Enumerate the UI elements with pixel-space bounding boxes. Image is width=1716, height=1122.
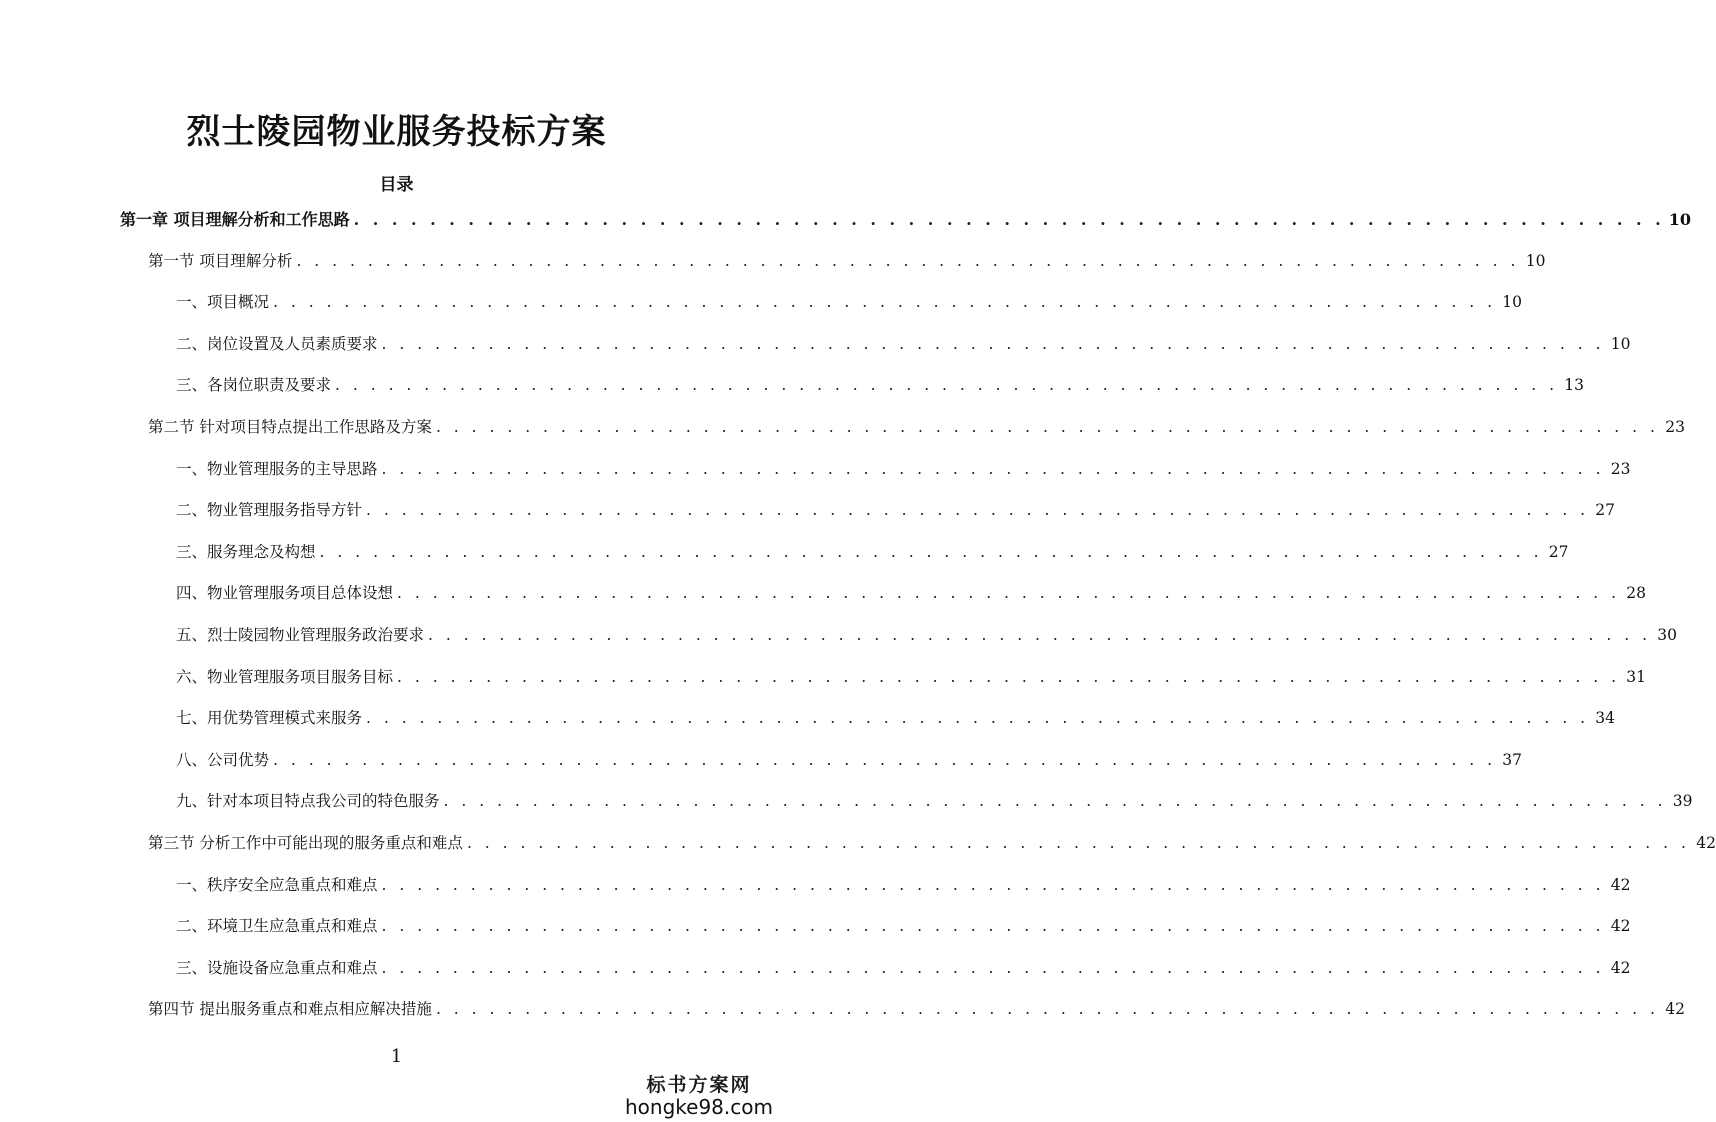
- toc-entry-label: 一、项目概况: [176, 293, 270, 312]
- toc-dot-leader: . . . . . . . . . . . . . . . . . . . . . . . . . . . . . . . . . . . . . . . . . . . . . . . . . . . . . . . . . . . . . . . . . . . . .: [435, 1000, 1659, 1019]
- toc-entry-label: 一、秩序安全应急重点和难点: [176, 875, 378, 894]
- toc-dot-leader: . . . . . . . . . . . . . . . . . . . . . . . . . . . . . . . . . . . . . . . . . . . . . . . . . . . . . . . . . . . . . . . . . . . . .: [443, 792, 1667, 811]
- toc-entry-label: 九、针对本项目特点我公司的特色服务: [176, 792, 440, 811]
- toc-entry-label: 二、物业管理服务指导方针: [176, 501, 363, 520]
- toc-entry-label: 第二节 针对项目特点提出工作思路及方案: [148, 418, 432, 436]
- toc-entry-page: 34: [1595, 709, 1616, 728]
- toc-entry-label: 三、服务理念及构想: [176, 542, 316, 561]
- toc-subsection-entry[interactable]: [176, 789, 1693, 813]
- toc-section-entry[interactable]: [148, 415, 1685, 439]
- toc-chapter-entry[interactable]: [120, 207, 1691, 231]
- toc-entry-label: 三、各岗位职责及要求: [176, 376, 332, 395]
- toc-dot-leader: . . . . . . . . . . . . . . . . . . . . . . . . . . . . . . . . . . . . . . . . . . . . . . . . . . . . . . . . . . . . . . . . . . . . .: [435, 418, 1659, 436]
- toc-heading: 目录: [379, 175, 414, 195]
- toc-entry-page: 30: [1657, 626, 1678, 644]
- toc-subsection-entry[interactable]: [176, 706, 1616, 730]
- toc-entry-label: 第三节 分析工作中可能出现的服务重点和难点: [148, 834, 463, 852]
- toc-subsection-entry[interactable]: [176, 956, 1631, 980]
- toc-entry-page: 10: [1502, 293, 1523, 312]
- toc-subsection-entry[interactable]: [176, 623, 1678, 647]
- watermark-brand: 标书方案网: [646, 1074, 752, 1096]
- toc-entry-label: 五、烈士陵园物业管理服务政治要求: [176, 626, 425, 644]
- toc-entry-page: 28: [1626, 584, 1647, 603]
- toc-section-entry[interactable]: [148, 249, 1546, 273]
- toc-subsection-entry[interactable]: [176, 498, 1616, 522]
- toc-entry-page: 27: [1548, 542, 1569, 561]
- document-title: 烈士陵园物业服务投标方案: [186, 112, 607, 152]
- toc-entry-page: 27: [1595, 501, 1616, 520]
- toc-dot-leader: . . . . . . . . . . . . . . . . . . . . . . . . . . . . . . . . . . . . . . . . . . . . . . . . . . . . . . . . . . . . . . . . . . . . .: [381, 334, 1605, 353]
- toc-entry-label: 二、环境卫生应急重点和难点: [176, 917, 378, 936]
- toc-dot-leader: . . . . . . . . . . . . . . . . . . . . . . . . . . . . . . . . . . . . . . . . . . . . . . . . . . . . . . . . . . . . . . . . . . . . .: [466, 834, 1690, 852]
- toc-subsection-entry[interactable]: [176, 457, 1631, 481]
- toc-entry-page: 10: [1610, 334, 1631, 353]
- toc-entry-label: 六、物业管理服务项目服务目标: [176, 667, 394, 686]
- toc-dot-leader: . . . . . . . . . . . . . . . . . . . . . . . . . . . . . . . . . . . . . . . . . . . . . . . . . . . . . . . . . . . . . . . . . . . . .: [381, 875, 1605, 894]
- toc-subsection-entry[interactable]: [176, 373, 1585, 397]
- toc-subsection-entry[interactable]: [176, 540, 1569, 564]
- toc-dot-leader: . . . . . . . . . . . . . . . . . . . . . . . . . . . . . . . . . . . . . . . . . . . . . . . . . . . . . . . . . . . . . . . . . . . . .: [397, 584, 1621, 603]
- toc-dot-leader: . . . . . . . . . . . . . . . . . . . . . . . . . . . . . . . . . . . . . . . . . . . . . . . . . . . . . . . . . . . . . . . . . . . . .: [397, 667, 1621, 686]
- toc-subsection-entry[interactable]: [176, 873, 1631, 897]
- toc-entry-page: 42: [1665, 1000, 1685, 1019]
- toc-entry-label: 第一章 项目理解分析和工作思路: [120, 210, 350, 229]
- toc-entry-page: 42: [1610, 958, 1631, 977]
- toc-entry-page: 23: [1610, 459, 1631, 478]
- toc-dot-leader: . . . . . . . . . . . . . . . . . . . . . . . . . . . . . . . . . . . . . . . . . . . . . . . . . . . . . . . . . . . . . . . . . . . . .: [381, 958, 1605, 977]
- toc-entry-page: 42: [1696, 834, 1716, 852]
- toc-entry-page: 13: [1564, 376, 1585, 395]
- toc-entry-label: 第四节 提出服务重点和难点相应解决措施: [148, 1000, 432, 1019]
- toc-entry-page: 10: [1668, 210, 1691, 229]
- toc-subsection-entry[interactable]: [176, 581, 1647, 605]
- toc-dot-leader: . . . . . . . . . . . . . . . . . . . . . . . . . . . . . . . . . . . . . . . . . . . . . . . . . . . . . . . . . . . . . . . . . . . . .: [366, 709, 1590, 728]
- toc-subsection-entry[interactable]: [176, 914, 1631, 938]
- toc-entry-page: 42: [1610, 917, 1631, 936]
- toc-dot-leader: . . . . . . . . . . . . . . . . . . . . . . . . . . . . . . . . . . . . . . . . . . . . . . . . . . . . . . . . . . . . . . . . . . . . .: [381, 459, 1605, 478]
- toc-entry-label: 四、物业管理服务项目总体设想: [176, 584, 394, 603]
- toc-section-entry[interactable]: [148, 997, 1685, 1021]
- watermark-url: hongke98.com: [625, 1095, 773, 1119]
- toc-dot-leader: . . . . . . . . . . . . . . . . . . . . . . . . . . . . . . . . . . . . . . . . . . . . . . . . . . . . . . . . . . . . . . . . . . . . .: [428, 626, 1652, 644]
- toc-entry-label: 二、岗位设置及人员素质要求: [176, 334, 378, 353]
- toc-dot-leader: . . . . . . . . . . . . . . . . . . . . . . . . . . . . . . . . . . . . . . . . . . . . . . . . . . . . . . . . . . . . . . . . . . . . .: [319, 542, 1543, 561]
- toc-entry-page: 23: [1665, 418, 1685, 436]
- toc-section-entry[interactable]: [148, 831, 1716, 855]
- toc-subsection-entry[interactable]: [176, 332, 1631, 356]
- toc-entry-page: 42: [1610, 875, 1631, 894]
- toc-dot-leader: . . . . . . . . . . . . . . . . . . . . . . . . . . . . . . . . . . . . . . . . . . . . . . . . . . . . . . . . . . . . . . . . . . . . .: [273, 293, 1497, 312]
- toc-dot-leader: . . . . . . . . . . . . . . . . . . . . . . . . . . . . . . . . . . . . . . . . . . . . . . . . . . . . . . . . . . . . . . . . . . . . .: [296, 251, 1520, 270]
- toc-entry-page: 31: [1626, 667, 1647, 686]
- watermark-logo: [619, 1070, 779, 1119]
- toc-subsection-entry[interactable]: [176, 748, 1523, 772]
- toc-dot-leader: . . . . . . . . . . . . . . . . . . . . . . . . . . . . . . . . . . . . . . . . . . . . . . . . . . . . . . . . . . . . . . . . . . . . .: [335, 376, 1559, 395]
- toc-entry-label: 三、设施设备应急重点和难点: [176, 958, 378, 977]
- toc-dot-leader: . . . . . . . . . . . . . . . . . . . . . . . . . . . . . . . . . . . . . . . . . . . . . . . . . . . . . . . . . . . . . . . . . . . . .: [353, 210, 1665, 229]
- toc-dot-leader: . . . . . . . . . . . . . . . . . . . . . . . . . . . . . . . . . . . . . . . . . . . . . . . . . . . . . . . . . . . . . . . . . . . . .: [273, 750, 1497, 769]
- toc-entry-label: 七、用优势管理模式来服务: [176, 709, 363, 728]
- toc-dot-leader: . . . . . . . . . . . . . . . . . . . . . . . . . . . . . . . . . . . . . . . . . . . . . . . . . . . . . . . . . . . . . . . . . . . . .: [381, 917, 1605, 936]
- page-number: 1: [390, 1046, 403, 1067]
- toc-entry-label: 第一节 项目理解分析: [148, 251, 293, 270]
- toc-entry-page: 10: [1525, 251, 1546, 270]
- toc-entry-label: 一、物业管理服务的主导思路: [176, 459, 378, 478]
- toc-dot-leader: . . . . . . . . . . . . . . . . . . . . . . . . . . . . . . . . . . . . . . . . . . . . . . . . . . . . . . . . . . . . . . . . . . . . .: [366, 501, 1590, 520]
- toc-entry-label: 八、公司优势: [176, 750, 270, 769]
- toc-subsection-entry[interactable]: [176, 665, 1647, 689]
- toc-entry-page: 39: [1672, 792, 1693, 811]
- toc-subsection-entry[interactable]: [176, 290, 1523, 314]
- toc-entry-page: 37: [1502, 750, 1523, 769]
